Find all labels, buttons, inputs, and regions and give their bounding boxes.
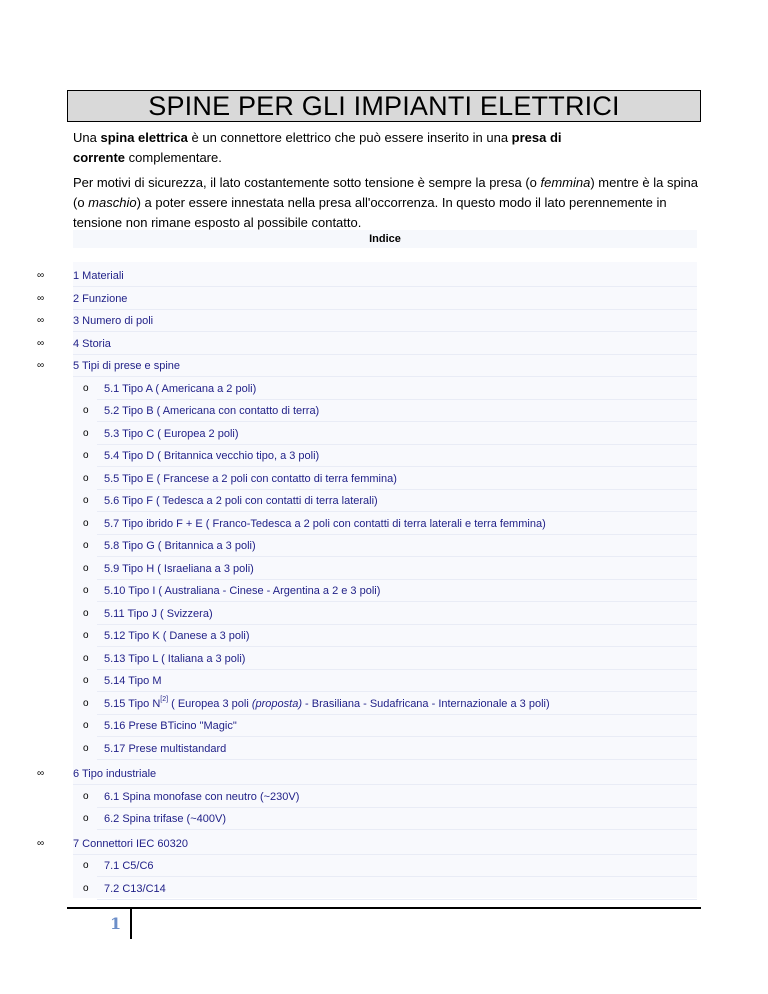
- circle-bullet-icon: o: [83, 791, 89, 802]
- text-run: è un connettore elettrico che può essere inserito in una: [187, 130, 512, 145]
- intro-paragraph-2: [73, 173, 703, 233]
- toc-item-label[interactable]: 7.2 C13/C14: [104, 883, 166, 895]
- infinity-bullet-icon: ∞: [37, 838, 45, 849]
- toc-row-separator: [97, 646, 697, 647]
- text-run: 5.15 Tipo N: [104, 698, 161, 710]
- footnote-ref[interactable]: [2]: [160, 696, 169, 704]
- toc-item-label[interactable]: 5.1 Tipo A ( Americana a 2 poli): [104, 383, 257, 395]
- toc-row-separator: [97, 714, 697, 715]
- toc-row-separator: [97, 579, 697, 580]
- toc-item-label[interactable]: 5.8 Tipo G ( Britannica a 3 poli): [104, 540, 256, 552]
- toc-item-label[interactable]: 5.2 Tipo B ( Americana con contatto di terra): [104, 405, 320, 417]
- toc-item-label[interactable]: 6.2 Spina trifase (~400V): [104, 813, 226, 825]
- toc-item-label[interactable]: 1 Materiali: [73, 270, 124, 282]
- circle-bullet-icon: o: [83, 813, 89, 824]
- circle-bullet-icon: o: [83, 743, 89, 754]
- circle-bullet-icon: o: [83, 698, 89, 709]
- toc-row-separator: [97, 624, 697, 625]
- circle-bullet-icon: o: [83, 518, 89, 529]
- text-run: ) mentre è la spina (o: [73, 175, 699, 210]
- toc-row-separator: [73, 784, 697, 785]
- toc-item-label[interactable]: 2 Funzione: [73, 293, 128, 305]
- text-run: complementare.: [125, 150, 222, 165]
- toc-row-separator: [73, 376, 697, 377]
- toc-row-separator: [73, 354, 697, 355]
- toc-item-label[interactable]: 5.12 Tipo K ( Danese a 3 poli): [104, 630, 250, 642]
- circle-bullet-icon: o: [83, 540, 89, 551]
- term-femmina: femmina: [540, 175, 591, 190]
- text-run: - Brasiliana - Sudafricana - Internazionale a 3 poli): [301, 698, 550, 710]
- toc-item-label[interactable]: 4 Storia: [73, 338, 111, 350]
- toc-row-separator: [97, 807, 697, 808]
- toc-row-separator: [97, 899, 697, 900]
- circle-bullet-icon: o: [83, 450, 89, 461]
- toc-item-label[interactable]: 7 Connettori IEC 60320: [73, 838, 188, 850]
- toc-item-label[interactable]: 5.11 Tipo J ( Svizzera): [104, 608, 213, 620]
- toc-item-label[interactable]: 5.6 Tipo F ( Tedesca a 2 poli con contatti di terra laterali): [104, 495, 378, 507]
- toc-item-label[interactable]: 5.16 Prese BTicino "Magic": [104, 720, 237, 732]
- intro-paragraph-1: [73, 128, 593, 168]
- toc-item-label[interactable]: [104, 697, 550, 711]
- toc-row-separator: [97, 511, 697, 512]
- toc-row-separator: [97, 691, 697, 692]
- toc-item-label[interactable]: 5.14 Tipo M: [104, 675, 162, 687]
- toc-row-separator: [97, 399, 697, 400]
- toc-item-label[interactable]: 5.4 Tipo D ( Britannica vecchio tipo, a 3 poli): [104, 450, 320, 462]
- page-number: 1: [110, 914, 122, 933]
- text-run: ( Europea 3 poli: [168, 698, 252, 710]
- circle-bullet-icon: o: [83, 563, 89, 574]
- text-run: Per motivi di sicurezza, il lato costantemente sotto tensione è sempre la presa (o: [73, 175, 541, 190]
- footer-divider: [130, 907, 132, 939]
- toc-item-label[interactable]: 5.5 Tipo E ( Francese a 2 poli con contatto di terra femmina): [104, 473, 397, 485]
- term-maschio: maschio: [88, 195, 137, 210]
- circle-bullet-icon: o: [83, 653, 89, 664]
- toc-item-label[interactable]: 6.1 Spina monofase con neutro (~230V): [104, 791, 300, 803]
- circle-bullet-icon: o: [83, 585, 89, 596]
- toc-row-separator: [97, 736, 697, 737]
- infinity-bullet-icon: ∞: [37, 360, 45, 371]
- toc-row-separator: [97, 489, 697, 490]
- text-run: Una: [73, 130, 101, 145]
- toc-row-separator: [97, 444, 697, 445]
- toc-row-separator: [73, 309, 697, 310]
- infinity-bullet-icon: ∞: [37, 315, 45, 326]
- toc-item-label[interactable]: 5.13 Tipo L ( Italiana a 3 poli): [104, 653, 246, 665]
- toc-item-label[interactable]: 5.10 Tipo I ( Australiana - Cinese - Argentina a 2 e 3 poli): [104, 585, 381, 597]
- toc-item-label[interactable]: 6 Tipo industriale: [73, 768, 157, 780]
- toc-row-separator: [97, 556, 697, 557]
- circle-bullet-icon: o: [83, 428, 89, 439]
- toc-heading: Indice: [73, 230, 697, 248]
- toc-row-separator: [73, 286, 697, 287]
- circle-bullet-icon: o: [83, 630, 89, 641]
- toc-item-label[interactable]: 5 Tipi di prese e spine: [73, 360, 181, 372]
- infinity-bullet-icon: ∞: [37, 768, 45, 779]
- text-run: ) a poter essere innestata nella presa all'occorrenza. In questo modo il lato perennemente in tensione non rimane esposto al possibile contatto.: [73, 195, 667, 230]
- toc-item-label[interactable]: 3 Numero di poli: [73, 315, 154, 327]
- circle-bullet-icon: o: [83, 720, 89, 731]
- toc-row-separator: [97, 669, 697, 670]
- circle-bullet-icon: o: [83, 860, 89, 871]
- circle-bullet-icon: o: [83, 383, 89, 394]
- toc-item-label[interactable]: 5.9 Tipo H ( Israeliana a 3 poli): [104, 563, 254, 575]
- page-title: SPINE PER GLI IMPIANTI ELETTRICI: [67, 90, 701, 122]
- term-presa-di-corrente: presa di corrente: [73, 130, 562, 165]
- infinity-bullet-icon: ∞: [37, 270, 45, 281]
- toc-row-separator: [73, 331, 697, 332]
- toc-item-label[interactable]: 7.1 C5/C6: [104, 860, 154, 872]
- toc-row-separator: [97, 876, 697, 877]
- toc-row-separator: [73, 854, 697, 855]
- toc-row-separator: [97, 421, 697, 422]
- circle-bullet-icon: o: [83, 473, 89, 484]
- toc-row-separator: [97, 534, 697, 535]
- toc-row-separator: [97, 601, 697, 602]
- infinity-bullet-icon: ∞: [37, 293, 45, 304]
- infinity-bullet-icon: ∞: [37, 338, 45, 349]
- circle-bullet-icon: o: [83, 608, 89, 619]
- toc-item-label[interactable]: 5.17 Prese multistandard: [104, 743, 227, 755]
- toc-item-label[interactable]: 5.7 Tipo ibrido F + E ( Franco-Tedesca a 2 poli con contatti di terra laterali e terra femmina): [104, 518, 546, 530]
- circle-bullet-icon: o: [83, 495, 89, 506]
- circle-bullet-icon: o: [83, 675, 89, 686]
- text-run: (proposta): [251, 698, 302, 710]
- toc-row-separator: [97, 759, 697, 760]
- circle-bullet-icon: o: [83, 405, 89, 416]
- footer-rule: [67, 907, 701, 909]
- toc-item-label[interactable]: 5.3 Tipo C ( Europea 2 poli): [104, 428, 239, 440]
- toc-row-separator: [97, 466, 697, 467]
- term-spina-elettrica: spina elettrica: [100, 130, 188, 145]
- circle-bullet-icon: o: [83, 883, 89, 894]
- toc-row-separator: [97, 829, 697, 830]
